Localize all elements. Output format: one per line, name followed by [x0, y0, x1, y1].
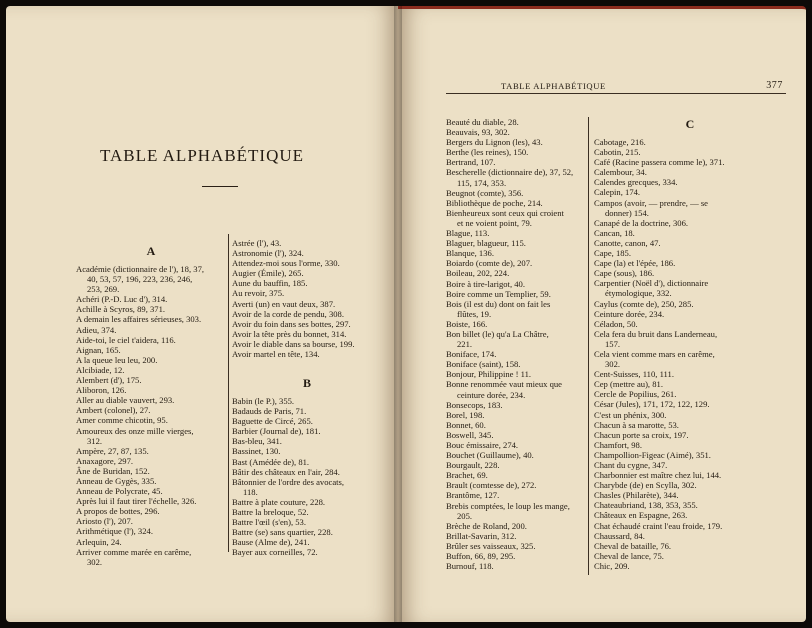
index-entry-line: Âne de Buridan, 152. — [76, 465, 150, 476]
index-entry-line: Bassinet, 130. — [232, 446, 281, 457]
index-entry — [446, 369, 586, 379]
index-entry-line: Avoir la tête près du bonnet, 314. — [232, 328, 347, 339]
index-entry-line: Aller au diable vauvert, 293. — [76, 395, 175, 406]
index-entry — [232, 507, 382, 517]
index-entry — [594, 480, 786, 490]
index-entry — [232, 278, 382, 288]
index-entry-line: Blague, 113. — [446, 228, 490, 239]
index-entry — [76, 426, 226, 446]
index-entry — [594, 167, 786, 177]
index-entry — [232, 288, 382, 298]
index-entry-line: Anneau de Gygès, 335. — [76, 475, 157, 486]
index-entry — [232, 436, 382, 446]
index-entry-line: Borel, 198. — [446, 409, 485, 420]
page-title: TABLE ALPHABÉTIQUE — [99, 146, 305, 165]
index-entry — [76, 355, 226, 365]
index-entry — [232, 467, 382, 477]
index-entry-line: Boire comme un Templier, 59. — [446, 288, 551, 299]
index-entry-line: Arithmétique (l'), 324. — [76, 526, 153, 537]
index-entry — [76, 486, 226, 496]
index-entry-line: Cent-Suisses, 110, 111. — [594, 369, 674, 380]
index-entry-line: Boniface (saint), 158. — [446, 359, 521, 370]
index-entry-line: Boswell, 345. — [446, 429, 494, 440]
index-entry-line: Cape, 185. — [594, 248, 631, 259]
index-entry-line: Campos (avoir, — prendre, — se — [594, 197, 708, 208]
index-entry — [232, 497, 382, 507]
index-entry — [446, 228, 586, 238]
index-entry-line: Après lui il faut tirer l'échelle, 326. — [76, 496, 197, 507]
index-entry-line: Bertrand, 107. — [446, 157, 496, 168]
index-entry-line: Bois (il est du) dont on fait les — [446, 298, 551, 309]
index-entry — [232, 238, 382, 248]
index-entry-line: Canotte, canon, 47. — [594, 237, 661, 248]
index-entry — [446, 359, 586, 369]
index-entry — [594, 399, 786, 409]
index-entry — [76, 526, 226, 536]
index-entry-line: Charbonnier est maître chez lui, 144. — [594, 470, 722, 481]
index-entry — [76, 375, 226, 385]
index-entry-line: Buffon, 66, 89, 295. — [446, 551, 516, 562]
index-entry — [232, 537, 382, 547]
index-entry — [594, 187, 786, 197]
index-entry — [594, 157, 786, 167]
index-entry-line: Achille à Scyros, 89, 371. — [76, 304, 166, 315]
index-entry — [76, 405, 226, 415]
index-entry-line: Cep (mettre au), 81. — [594, 379, 663, 390]
index-entry — [232, 396, 382, 406]
index-entry-line: Bonne renommée vaut mieux que — [446, 379, 562, 390]
index-entry-line: Chant du cygne, 347. — [594, 460, 668, 470]
index-entry — [594, 228, 786, 238]
index-entry — [446, 460, 586, 470]
index-entry — [446, 188, 586, 198]
index-entry-line: Bescherelle (dictionnaire de), 37, 52, — [446, 167, 574, 178]
index-entry — [232, 339, 382, 349]
index-entry — [594, 258, 786, 268]
index-entry-line: Brillat-Savarin, 312. — [446, 530, 517, 541]
section-letter-a: A — [146, 244, 156, 258]
index-entry — [446, 238, 586, 248]
index-entry — [446, 289, 586, 299]
index-entry — [76, 335, 226, 345]
index-entry — [76, 345, 226, 355]
index-entry — [232, 248, 382, 258]
index-entry-line: Brèche de Roland, 200. — [446, 520, 527, 531]
index-entry-line: Bause (Alme de), 241. — [232, 537, 310, 548]
index-entry — [76, 537, 226, 547]
index-entry-line: Bonsecops, 183. — [446, 399, 503, 410]
index-entry-line: Astronomie (l'), 324. — [232, 248, 304, 259]
index-entry-line: Avoir du foin dans ses bottes, 297. — [232, 318, 351, 329]
index-entry-line: A propos de bottes, 296. — [76, 506, 160, 517]
index-entry — [446, 147, 586, 157]
index-entry — [446, 410, 586, 420]
index-entry-line: Chat échaudé craint l'eau froide, 179. — [594, 520, 723, 531]
index-entry-line: Averti (un) en vaut deux, 387. — [232, 298, 336, 309]
index-entry-line: Charybde (de) en Scylla, 302. — [594, 480, 697, 491]
index-entry — [446, 541, 586, 551]
index-entry — [76, 314, 226, 324]
index-entry-line: Châteaux en Espagne, 263. — [594, 510, 688, 521]
index-entry — [446, 501, 586, 521]
index-entry — [76, 395, 226, 405]
index-entry — [594, 198, 786, 218]
index-entry-line: Boniface, 174. — [446, 349, 497, 360]
index-entry-line: Baguette de Circé, 265. — [232, 416, 313, 427]
index-entry — [446, 400, 586, 410]
index-entry — [594, 420, 786, 430]
index-entry-continuation: ceinture dorée, 234. — [457, 389, 526, 400]
index-entry — [594, 379, 786, 389]
index-entry-line: Caylus (comte de), 250, 285. — [594, 298, 694, 309]
index-entry — [594, 430, 786, 440]
index-entry — [446, 531, 586, 541]
index-entry-line: Cabotage, 216. — [594, 137, 646, 147]
index-entry-line: Battre l'œil (s'en), 53. — [232, 517, 306, 528]
column-divider — [228, 234, 229, 552]
book-gutter — [394, 6, 402, 622]
index-entry-line: Cheval de bataille, 76. — [594, 540, 672, 551]
index-entry — [232, 329, 382, 339]
index-entry — [594, 500, 786, 510]
title-rule — [202, 186, 238, 187]
index-entry-line: Alembert (d'), 175. — [76, 375, 142, 386]
index-entry — [594, 349, 786, 369]
index-entry-continuation: 205. — [457, 510, 473, 521]
index-entry-line: Brebis comptées, le loup les mange, — [446, 500, 570, 511]
index-entry — [232, 406, 382, 416]
index-entry-line: Boileau, 202, 224. — [446, 268, 510, 279]
index-entry-line: Attendez-moi sous l'orme, 330. — [232, 258, 340, 269]
index-entry-line: Au revoir, 375. — [232, 288, 285, 299]
index-entry — [232, 258, 382, 268]
index-entry-continuation: donner) 154. — [605, 207, 649, 218]
section-letter-b: B — [302, 376, 311, 390]
index-entry — [594, 278, 786, 298]
index-entry — [446, 420, 586, 430]
index-entry-line: Badauds de Paris, 71. — [232, 406, 307, 417]
index-entry — [76, 516, 226, 526]
index-entry — [594, 218, 786, 228]
index-entry — [446, 561, 586, 571]
index-entry — [76, 304, 226, 314]
index-entry-line: Canapé de la doctrine, 306. — [594, 217, 689, 228]
index-entry-continuation: 253, 269. — [87, 284, 120, 295]
header-rule — [446, 93, 786, 94]
index-entry — [594, 541, 786, 551]
index-entry — [594, 248, 786, 258]
index-entry — [232, 527, 382, 537]
index-entry — [446, 299, 586, 319]
index-entry — [232, 547, 382, 557]
index-entry — [76, 415, 226, 425]
index-entry-line: Chateaubriand, 138, 353, 355. — [594, 500, 698, 511]
index-entry-line: Beauvais, 93, 302. — [446, 127, 510, 138]
index-entry-continuation: étymologique, 332. — [605, 288, 672, 299]
index-entry — [446, 430, 586, 440]
index-entry-line: Brantôme, 127. — [446, 490, 500, 501]
index-entry — [594, 470, 786, 480]
index-entry-line: Blanque, 136. — [446, 248, 494, 259]
index-entry-continuation: 302. — [605, 359, 621, 370]
index-entry-continuation: 312. — [87, 435, 103, 446]
index-entry-continuation: 221. — [457, 339, 473, 350]
index-entry — [446, 198, 586, 208]
index-entry-line: Chacun à sa marotte, 53. — [594, 419, 679, 430]
index-entry-line: Adieu, 374. — [76, 324, 117, 335]
index-entry — [446, 127, 586, 137]
index-entry — [446, 319, 586, 329]
index-entry-line: Brault (comtesse de), 272. — [446, 480, 537, 491]
index-entry-continuation: 40, 53, 57, 196, 223, 236, 246, — [87, 274, 193, 285]
index-entry — [76, 365, 226, 375]
index-entry-line: Augier (Émile), 265. — [232, 268, 304, 279]
index-entry — [446, 349, 586, 359]
index-entry — [232, 477, 382, 497]
index-entry-continuation: 118. — [243, 486, 258, 497]
index-entry-continuation: 302. — [87, 556, 103, 567]
index-entry — [446, 470, 586, 480]
index-entry — [594, 238, 786, 248]
index-entry-line: Bibliothèque de poche, 214. — [446, 197, 543, 208]
index-entry-line: Chacun porte sa croix, 197. — [594, 429, 689, 440]
index-entry — [594, 561, 786, 571]
index-entry-continuation: flûtes, 19. — [457, 308, 492, 319]
index-entry — [446, 480, 586, 490]
index-entry-line: Chamfort, 98. — [594, 439, 642, 450]
index-entry-line: Cancan, 18. — [594, 227, 635, 238]
index-column-right-1 — [446, 117, 586, 571]
index-entry-line: Anneau de Polycrate, 45. — [76, 486, 163, 497]
index-entry-line: Bon billet (le) qu'a La Châtre, — [446, 328, 549, 339]
index-entry — [594, 268, 786, 278]
index-entry-line: Burnouf, 118. — [446, 561, 494, 572]
index-entry — [446, 490, 586, 500]
index-entry-line: Cape (la) et l'épée, 186. — [594, 258, 676, 269]
index-entry — [76, 446, 226, 456]
index-entry-line: Anaxagore, 297. — [76, 455, 134, 466]
index-entry-line: Beauté du diable, 28. — [446, 117, 519, 127]
index-entry-line: Calendes grecques, 334. — [594, 177, 678, 188]
index-entry — [446, 450, 586, 460]
index-entry-line: Amer comme chicotin, 95. — [76, 415, 168, 426]
index-entry-line: Chaussard, 84. — [594, 530, 645, 541]
index-column-left-1 — [76, 236, 226, 567]
index-entry-line: Cheval de lance, 75. — [594, 550, 664, 561]
index-entry-line: Cercle de Popilius, 261. — [594, 389, 677, 400]
index-column-left-2b — [232, 368, 382, 558]
index-entry — [446, 268, 586, 278]
index-entry — [446, 137, 586, 147]
index-entry — [594, 450, 786, 460]
index-entry — [446, 329, 586, 349]
index-entry-line: Barbier (Journal de), 181. — [232, 426, 321, 437]
index-entry — [232, 446, 382, 456]
index-entry-line: Aignan, 165. — [76, 344, 121, 355]
page-number: 377 — [766, 80, 783, 91]
index-entry-line: Berthe (les reines), 150. — [446, 147, 529, 158]
index-entry-line: C'est un phénix, 300. — [594, 409, 667, 420]
index-entry-line: A la queue leu leu, 200. — [76, 354, 158, 365]
index-entry-line: Battre à plate couture, 228. — [232, 496, 326, 507]
index-entry — [446, 208, 586, 228]
right-page — [398, 6, 806, 622]
index-entry-continuation: et ne voient point, 79. — [457, 217, 532, 228]
index-entry-line: Bouc émissaire, 274. — [446, 440, 519, 450]
index-entry — [446, 440, 586, 450]
index-entry — [446, 279, 586, 289]
index-entry — [594, 147, 786, 157]
index-entry-line: Blaguer, blagueur, 115. — [446, 238, 526, 249]
section-letter-c: C — [685, 117, 695, 131]
index-entry-line: Cape (sous), 186. — [594, 268, 655, 279]
index-entry-line: Aliboron, 126. — [76, 385, 127, 396]
index-entry — [594, 369, 786, 379]
index-entry-line: Bâtir des châteaux en l'air, 284. — [232, 466, 340, 477]
index-entry — [232, 517, 382, 527]
index-entry — [446, 157, 586, 167]
index-entry — [594, 490, 786, 500]
index-entry-line: Ambert (colonel), 27. — [76, 405, 151, 416]
index-entry — [232, 349, 382, 359]
index-entry-line: Ariosto (l'), 207. — [76, 516, 133, 527]
index-entry — [594, 551, 786, 561]
index-entry — [594, 410, 786, 420]
index-entry — [594, 510, 786, 520]
index-entry — [76, 264, 226, 294]
index-entry — [594, 319, 786, 329]
index-entry-line: Ceinture dorée, 234. — [594, 308, 665, 319]
index-entry-line: Calembour, 34. — [594, 167, 647, 178]
index-entry — [232, 268, 382, 278]
index-entry-line: Bas-bleu, 341. — [232, 436, 282, 447]
index-entry-line: Aide-toi, le ciel t'aidera, 116. — [76, 334, 176, 345]
index-entry-line: Carpentier (Noël d'), dictionnaire — [594, 278, 709, 289]
index-entry — [232, 457, 382, 467]
index-entry-line: Cela fera du bruit dans Landerneau, — [594, 328, 718, 339]
index-entry — [594, 531, 786, 541]
index-entry — [76, 294, 226, 304]
index-entry — [594, 329, 786, 349]
index-entry — [446, 248, 586, 258]
index-entry-line: Beugnot (comte), 356. — [446, 187, 524, 198]
index-entry-line: Bourgault, 228. — [446, 460, 500, 471]
index-entry-line: Ampère, 27, 87, 135. — [76, 445, 149, 456]
index-entry-line: Champollion-Figeac (Aimé), 351. — [594, 449, 711, 460]
index-entry-continuation: 157. — [605, 338, 621, 349]
running-title: TABLE ALPHABÉTIQUE — [501, 81, 606, 91]
index-entry-line: Boire à tire-larigot, 40. — [446, 278, 525, 289]
index-entry-line: Babin (le P.), 355. — [232, 396, 295, 406]
index-entry-line: Bienheureux sont ceux qui croient — [446, 207, 564, 218]
index-entry-line: Brachet, 69. — [446, 470, 488, 481]
index-entry — [594, 521, 786, 531]
index-entry — [232, 319, 382, 329]
index-entry-line: Académie (dictionnaire de l'), 18, 37, — [76, 264, 205, 274]
index-entry-line: Brûler ses vaisseaux, 325. — [446, 540, 536, 551]
index-entry — [76, 456, 226, 466]
index-entry — [232, 416, 382, 426]
index-entry-continuation: 115, 174, 353. — [457, 177, 507, 188]
index-entry-line: Cela vient comme mars en carême, — [594, 348, 715, 359]
index-entry-line: Avoir de la corde de pendu, 308. — [232, 308, 344, 319]
left-page — [6, 6, 398, 622]
index-entry-line: Chic, 209. — [594, 560, 630, 571]
index-entry — [446, 117, 586, 127]
index-entry — [594, 460, 786, 470]
index-entry — [594, 389, 786, 399]
column-divider — [588, 117, 589, 575]
index-entry — [232, 309, 382, 319]
index-entry-line: Bergers du Lignon (les), 43. — [446, 137, 543, 148]
open-book — [6, 6, 806, 622]
index-entry — [76, 325, 226, 335]
index-entry — [594, 177, 786, 187]
index-entry-line: Cabotin, 215. — [594, 147, 641, 158]
index-entry-line: Chasles (Philarète), 344. — [594, 490, 679, 501]
index-entry — [594, 299, 786, 309]
index-entry-line: Bâtonnier de l'ordre des avocats, — [232, 476, 345, 487]
index-entry — [446, 379, 586, 399]
index-entry-line: Achéri (P.-D. Luc d'), 314. — [76, 294, 168, 305]
index-entry — [446, 521, 586, 531]
index-entry — [76, 476, 226, 486]
index-entry-line: Arriver comme marée en carême, — [76, 546, 192, 557]
index-entry-line: Boiardo (comte de), 207. — [446, 258, 533, 269]
index-entry-line: Battre (se) sans quartier, 228. — [232, 527, 333, 538]
index-entry-line: Bouchet (Guillaume), 40. — [446, 450, 534, 461]
index-entry — [446, 551, 586, 561]
index-entry-line: Avoir martel en tête, 134. — [232, 349, 320, 360]
index-entry — [76, 496, 226, 506]
index-entry — [446, 258, 586, 268]
index-entry — [446, 167, 586, 187]
index-entry-line: Amoureux des onze mille vierges, — [76, 425, 194, 436]
index-entry — [594, 137, 786, 147]
index-entry — [232, 299, 382, 309]
index-entry-line: Astrée (l'), 43. — [232, 238, 282, 248]
index-entry-line: Boiste, 166. — [446, 318, 488, 329]
index-entry — [594, 309, 786, 319]
index-entry-line: Bonjour, Philippine ! 11. — [446, 369, 532, 380]
index-entry-line: César (Jules), 171, 172, 122, 129. — [594, 399, 710, 410]
index-entry-line: Avoir le diable dans sa bourse, 199. — [232, 338, 355, 349]
index-entry — [76, 466, 226, 476]
index-entry — [594, 440, 786, 450]
index-entry-line: Calepin, 174. — [594, 187, 641, 198]
index-entry-line: Battre la breloque, 52. — [232, 507, 309, 518]
index-entry-line: Bast (Amédée de), 81. — [232, 456, 310, 467]
index-column-right-2 — [594, 117, 786, 571]
index-entry-line: Bayer aux corneilles, 72. — [232, 547, 318, 558]
index-entry — [76, 506, 226, 516]
index-entry — [232, 426, 382, 436]
index-entry-line: Céladon, 50. — [594, 318, 638, 329]
index-entry-line: Aune du bauffin, 185. — [232, 278, 308, 289]
index-column-left-2a — [232, 238, 382, 359]
index-entry-line: Alcibiade, 12. — [76, 364, 125, 375]
index-entry-line: Café (Racine passera comme le), 371. — [594, 157, 725, 168]
index-entry — [76, 547, 226, 567]
index-entry-line: Arlequin, 24. — [76, 536, 122, 547]
index-entry — [76, 385, 226, 395]
index-entry-line: Bonnet, 60. — [446, 419, 486, 430]
index-entry-line: A demain les affaires sérieuses, 303. — [76, 314, 202, 325]
